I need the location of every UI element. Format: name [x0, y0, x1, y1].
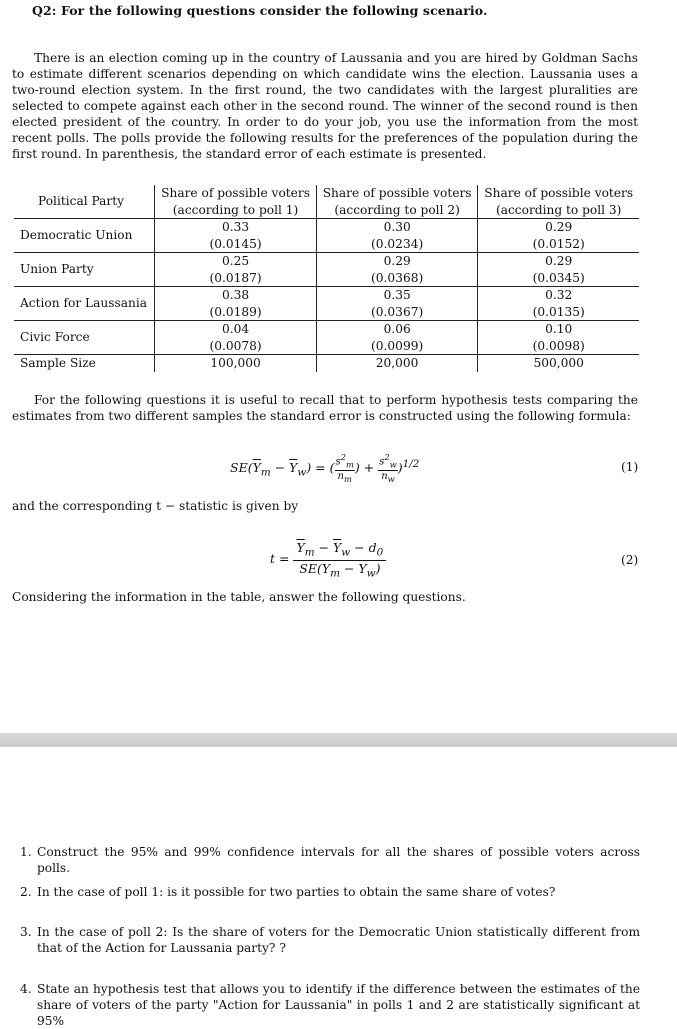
party-name: Democratic Union [20, 228, 133, 243]
poll-cell: 0.10 (0.0098) [478, 321, 639, 355]
standard-error-formula: $SE(\overline{Y}_m - \overline{Y}_w)$ = ( $\frac{s^2_m}{n_m}$ ) + $\frac{s^2_w}{n_w}$ )$^{1/2}$ [230, 452, 420, 485]
party-name: Action for Laussania [14, 287, 155, 321]
poll-cell: 0.06 (0.0099) [316, 321, 478, 355]
question-number: 1. [20, 845, 32, 859]
table-row [14, 287, 639, 321]
poll-cell: 0.04 (0.0078) [155, 321, 317, 355]
recall-paragraph: For the following questions it is useful to recall that to perform hypothesis tests comparing the estimates from two different samples the standard error is constructed using the following formula: [12, 393, 638, 423]
poll-cell: 0.29 (0.0368) [316, 253, 478, 287]
question-heading: Q2: For the following questions consider the following scenario. [32, 3, 488, 18]
section-divider [0, 733, 677, 747]
poll-1-header: Share of possible voters (according to poll 1) [155, 185, 317, 219]
party-name: Union Party [14, 253, 155, 287]
poll-cell: 0.29 (0.0152) [478, 219, 639, 253]
sample-size-label: Sample Size [14, 355, 155, 372]
table-row [14, 253, 639, 287]
poll-cell: 0.29 (0.0345) [478, 253, 639, 287]
poll-cell: 0.30 (0.0234) [316, 219, 478, 253]
question-number: 2. [20, 885, 32, 899]
question-number: 4. [20, 982, 32, 996]
question-text: In the case of poll 2: Is the share of voters for the Democratic Union statistically different from that of the Action for Laussania party? ? [37, 925, 640, 955]
poll-3-header: Share of possible voters (according to poll 3) [478, 185, 639, 219]
table-row [14, 219, 639, 253]
poll-results-table [14, 185, 639, 372]
scenario-paragraph: There is an election coming up in the country of Laussania and you are hired by Goldman Sachs to estimate different scenarios depending on which candidate wins the election. Laussania uses a two-round election system. In the first round, the two candidates with the largest pluralities are selected to compete against each other in the second round. The winner of the second round is then elected president of the country. In order to do your job, you use the information from the most recent polls. The polls provide the following results for the preferences of the population during the first round. In parenthesis, the standard error of each estimate is presented. [12, 51, 638, 161]
question-number: 3. [20, 925, 32, 939]
sample-size-value: 20,000 [316, 355, 478, 372]
sample-size-row [14, 355, 639, 372]
party-name: Civic Force [14, 321, 155, 355]
poll-cell: 0.33 (0.0145) [155, 219, 317, 253]
poll-cell: 0.25 (0.0187) [155, 253, 317, 287]
poll-cell: 0.32 (0.0135) [478, 287, 639, 321]
instructions-text: Considering the information in the table, answer the following questions. [12, 590, 466, 604]
poll-cell: 0.38 (0.0189) [155, 287, 317, 321]
question-text: State an hypothesis test that allows you to identify if the difference between the estimates of the share of voters of the party "Action for Laussania" in polls 1 and 2 are statistically significant at 95% [37, 982, 640, 1028]
equation-number: (2) [621, 553, 639, 567]
sample-size-value: 100,000 [155, 355, 317, 372]
party-column-header: Political Party [14, 185, 155, 219]
statistic-intro-text: and the corresponding t − statistic is given by [12, 499, 299, 513]
table-header-row [14, 185, 639, 219]
poll-2-header: Share of possible voters (according to poll 2) [316, 185, 478, 219]
sample-size-value: 500,000 [478, 355, 639, 372]
question-text: In the case of poll 1: is it possible for two parties to obtain the same share of votes? [37, 885, 556, 899]
t-statistic-formula: t = $\frac{\overline{Y}_m - \overline{Y}_w - d_0}{SE(\overline{Y}_m - \overline{Y}_w)}$ [270, 540, 386, 579]
equation-number: (1) [621, 460, 639, 474]
table-row [14, 321, 639, 355]
poll-cell: 0.35 (0.0367) [316, 287, 478, 321]
question-text: Construct the 95% and 99% confidence intervals for all the shares of possible voters across polls. [37, 845, 640, 875]
